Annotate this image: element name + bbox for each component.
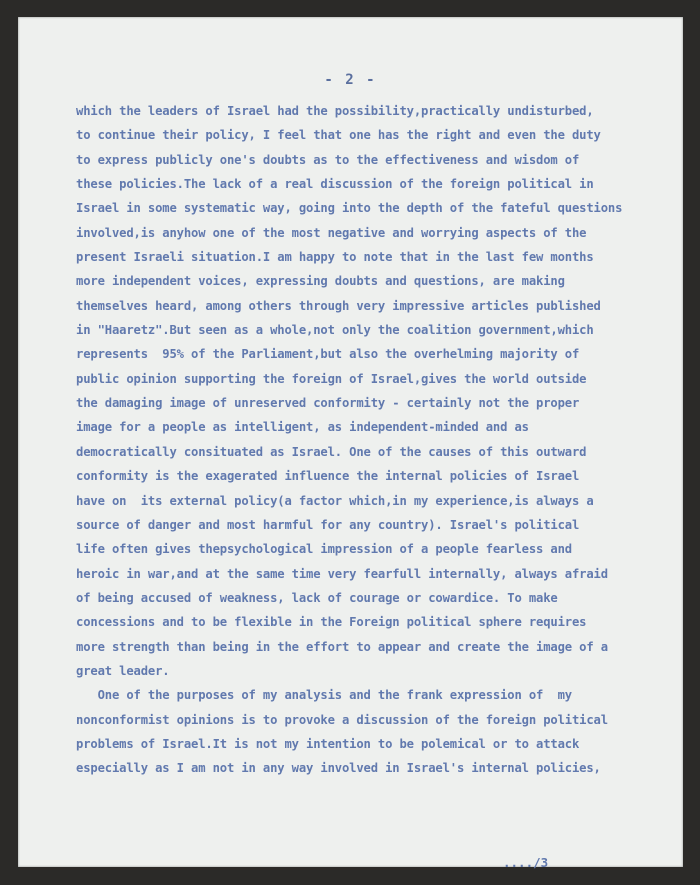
text-line: themselves heard, among others through very impressive articles published [76, 298, 601, 313]
text-line: to continue their policy, I feel that one has the right and even the duty [76, 128, 601, 143]
text-line: of being accused of weakness, lack of courage or cowardice. To make [76, 590, 558, 605]
text-line: public opinion supporting the foreign of Israel,gives the world outside [76, 371, 587, 386]
text-line: the damaging image of unreserved conformity - certainly not the proper [76, 396, 580, 411]
text-line: represents 95% of the Parliament,but also the overhelming majority of [76, 347, 580, 362]
text-line: image for a people as intelligent, as independent-minded and as [76, 420, 529, 435]
text-line: to express publicly one's doubts as to the effectiveness and wisdom of [76, 152, 580, 167]
body-text [76, 99, 676, 781]
text-line: nonconformist opinions is to provoke a discussion of the foreign political [76, 712, 608, 727]
text-line: especially as I am not in any way involved in Israel's internal policies, [76, 761, 601, 776]
text-line: these policies.The lack of a real discussion of the foreign political in [76, 177, 594, 192]
text-line: concessions and to be flexible in the Foreign political sphere requires [76, 615, 587, 630]
text-line: conformity is the exagerated influence the internal policies of Israel [76, 469, 580, 484]
text-line: present Israeli situation.I am happy to note that in the last few months [76, 250, 594, 265]
text-line: more strength than being in the effort to appear and create the image of a [76, 639, 608, 654]
continuation-marker: ..../3 [503, 855, 549, 870]
text-line: Israel in some systematic way, going into the depth of the fateful questions [76, 201, 623, 216]
text-line: great leader. [76, 663, 170, 678]
text-line: democratically consituated as Israel. One of the causes of this outward [76, 444, 587, 459]
text-line: which the leaders of Israel had the possibility,practically undisturbed, [76, 104, 594, 118]
document-page [18, 17, 683, 870]
text-line: have on its external policy(a factor which,in my experience,is always a [76, 493, 594, 508]
text-line: source of danger and most harmful for any country). Israel's political [76, 517, 580, 532]
text-line: in "Haaretz".But seen as a whole,not only the coalition government,which [76, 323, 594, 338]
text-line: heroic in war,and at the same time very fearfull internally, always afraid [76, 566, 608, 581]
text-line: more independent voices, expressing doubts and questions, are making [76, 274, 565, 289]
text-line: involved,is anyhow one of the most negative and worrying aspects of the [76, 225, 587, 240]
text-line: life often gives thepsychological impression of a people fearless and [76, 542, 572, 557]
text-line: problems of Israel.It is not my intention to be polemical or to attack [76, 736, 580, 751]
page-number: - 2 - [324, 72, 377, 88]
text-line: One of the purposes of my analysis and the frank expression of my [76, 688, 572, 703]
